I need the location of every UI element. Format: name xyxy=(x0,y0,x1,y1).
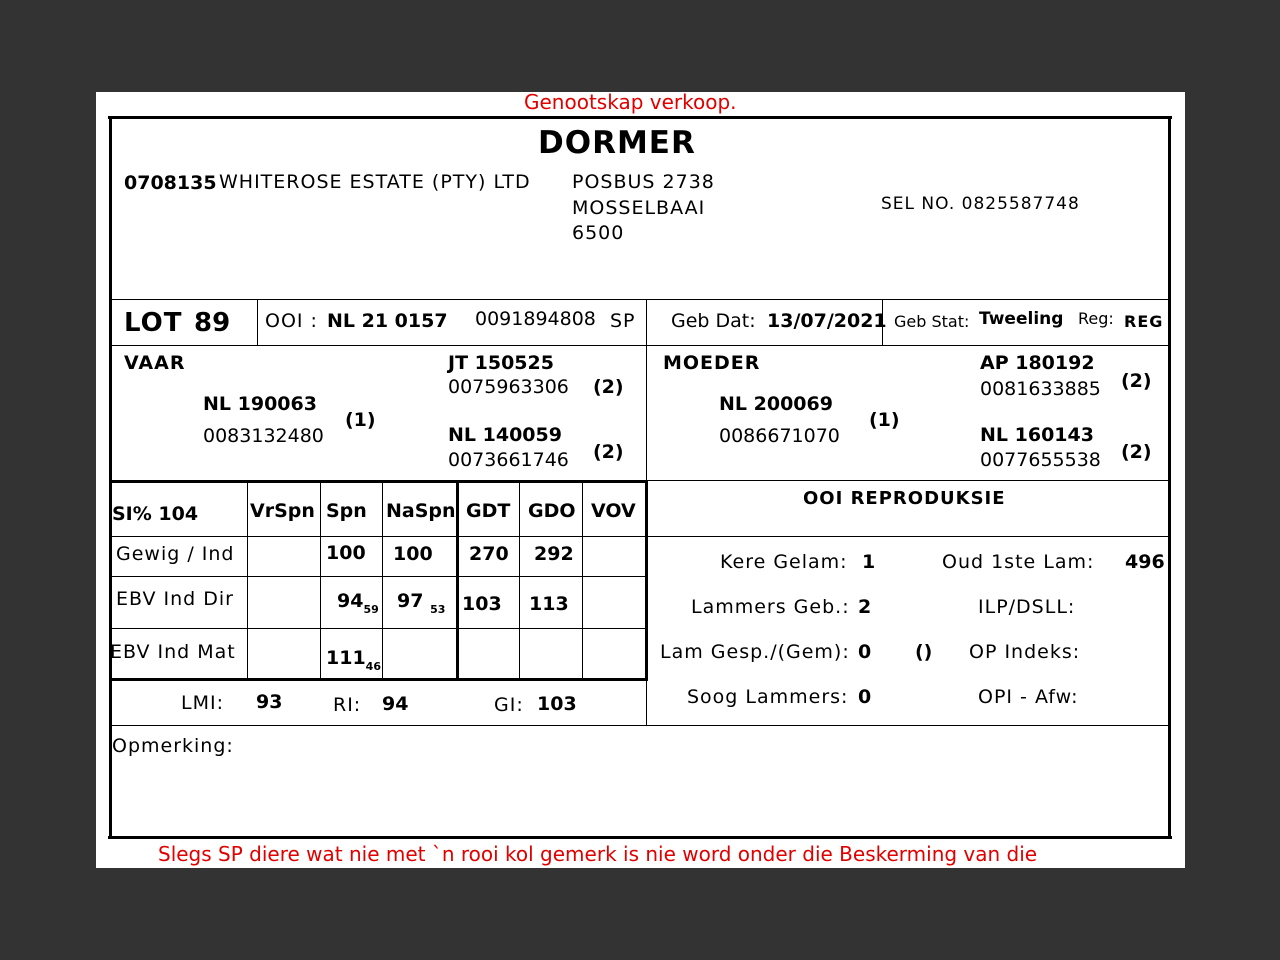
ooi-label: OOI : xyxy=(265,310,318,332)
perf-row-3 xyxy=(110,628,647,629)
divider-lot-top xyxy=(110,299,1170,300)
col-gdt: GDT xyxy=(466,500,511,522)
soog-label: Soog Lammers: xyxy=(687,686,849,708)
dam-dam-number: 0077655538 xyxy=(980,449,1101,471)
col-gdo: GDO xyxy=(528,500,576,522)
perf-col-4 xyxy=(456,480,459,679)
dam-marker: (1) xyxy=(869,409,900,431)
repro-bottom xyxy=(647,725,1170,726)
sire-label: VAAR xyxy=(124,352,186,374)
gi-value: 103 xyxy=(537,693,577,715)
birth-date: 13/07/2021 xyxy=(767,310,887,332)
owner-address-line3: 6500 xyxy=(572,222,625,244)
owner-address-line2: MOSSELBAAI xyxy=(572,197,706,219)
op-label: OP Indeks: xyxy=(969,641,1081,663)
divider-lot-2 xyxy=(646,299,647,346)
row-gewig-gdo: 292 xyxy=(534,543,574,565)
repro-title-bottom xyxy=(647,536,1170,537)
lammers-label: Lammers Geb.: xyxy=(691,596,850,618)
footer-note: Slegs SP diere wat nie met `n rooi kol gemerk is nie word onder die Beskerming van die xyxy=(158,842,1038,866)
owner-code: 0708135 xyxy=(124,172,217,194)
dam-sire-number: 0081633885 xyxy=(980,378,1101,400)
header-note: Genootskap verkoop. xyxy=(524,90,737,114)
perf-row-1 xyxy=(110,536,647,537)
reg-value: REG xyxy=(1124,312,1164,331)
divider-lot-bottom xyxy=(110,345,1170,346)
perf-col-2 xyxy=(320,480,321,679)
perf-bottom xyxy=(110,678,647,681)
row-ebvdir-gdt: 103 xyxy=(462,593,502,615)
dam-dam-marker: (2) xyxy=(1121,441,1152,463)
remarks-label: Opmerking: xyxy=(112,735,234,757)
row-gewig-naspn: 100 xyxy=(393,543,433,565)
breed-title: DORMER xyxy=(538,125,696,161)
owner-address-line1: POSBUS 2738 xyxy=(572,171,715,193)
lot-card xyxy=(96,92,1185,868)
col-vrspn: VrSpn xyxy=(250,500,315,522)
owner-cell: SEL NO. 0825587748 xyxy=(881,194,1080,214)
sire-sire-id: JT 150525 xyxy=(448,352,554,374)
birth-status: Tweeling xyxy=(979,309,1064,329)
divider-repro xyxy=(646,480,647,726)
lmi-value: 93 xyxy=(256,691,283,713)
lammers-value: 2 xyxy=(858,596,872,618)
frame-left xyxy=(109,116,112,839)
col-spn: Spn xyxy=(326,500,367,522)
index-row-bottom xyxy=(110,725,647,726)
frame-right xyxy=(1168,116,1171,839)
row-ebvdir-label: EBV Ind Dir xyxy=(116,588,234,610)
perf-col-1 xyxy=(247,480,248,679)
sire-sire-marker: (2) xyxy=(593,376,624,398)
divider-pedigree xyxy=(646,346,647,480)
owner-name: WHITEROSE ESTATE (PTY) LTD xyxy=(219,171,531,193)
dam-number: 0086671070 xyxy=(719,425,840,447)
reg-number: 0091894808 xyxy=(475,308,596,330)
ooi-id: NL 21 0157 xyxy=(327,310,448,332)
dam-label: MOEDER xyxy=(663,352,761,374)
frame-bottom xyxy=(108,836,1172,839)
perf-col-5 xyxy=(519,480,520,679)
soog-value: 0 xyxy=(858,686,872,708)
sire-dam-id: NL 140059 xyxy=(448,424,562,446)
col-vov: VOV xyxy=(591,500,636,522)
si-label: SI% 104 xyxy=(112,503,199,525)
sire-id: NL 190063 xyxy=(203,393,317,415)
frame-top xyxy=(108,116,1172,119)
perf-top xyxy=(110,480,647,483)
kere-label: Kere Gelam: xyxy=(720,551,848,573)
sire-dam-number: 0073661746 xyxy=(448,449,569,471)
col-naspn: NaSpn xyxy=(386,500,456,522)
birth-status-label: Geb Stat: xyxy=(894,312,970,331)
row-gewig-gdt: 270 xyxy=(469,543,509,565)
lmi-label: LMI: xyxy=(181,692,224,714)
oud-value: 496 xyxy=(1125,551,1165,573)
gesp-value: 0 xyxy=(858,641,872,663)
divider-lot-1 xyxy=(257,299,258,346)
row-ebvmat-spn: $111_{46}$ xyxy=(326,647,381,673)
gi-label: GI: xyxy=(494,694,524,716)
oud-label: Oud 1ste Lam: xyxy=(942,551,1095,573)
row-ebvmat-label: EBV Ind Mat xyxy=(110,641,236,663)
sire-marker: (1) xyxy=(345,409,376,431)
reg-class: SP xyxy=(610,310,636,332)
repro-title: OOI REPRODUKSIE xyxy=(803,488,1006,509)
dam-sire-marker: (2) xyxy=(1121,370,1152,392)
opi-label: OPI - Afw: xyxy=(978,686,1079,708)
perf-col-3 xyxy=(382,480,383,679)
ri-value: 94 xyxy=(382,693,409,715)
dam-id: NL 200069 xyxy=(719,393,833,415)
gesp-label: Lam Gesp./(Gem): xyxy=(660,641,850,663)
row-gewig-label: Gewig / Ind xyxy=(116,543,235,565)
dam-sire-id: AP 180192 xyxy=(980,352,1095,374)
sire-sire-number: 0075963306 xyxy=(448,376,569,398)
kere-value: 1 xyxy=(862,551,876,573)
birth-label: Geb Dat: xyxy=(671,310,756,332)
sire-number: 0083132480 xyxy=(203,425,324,447)
gesp-paren: () xyxy=(915,641,933,663)
row-gewig-spn: 100 xyxy=(326,542,366,564)
perf-col-6 xyxy=(582,480,583,679)
reg-label: Reg: xyxy=(1078,309,1114,328)
row-ebvdir-spn: $94_{59}$ xyxy=(337,590,379,616)
dam-dam-id: NL 160143 xyxy=(980,424,1094,446)
perf-row-2 xyxy=(110,576,647,577)
row-ebvdir-naspn: 97 $_{53}$ xyxy=(397,590,446,616)
sire-dam-marker: (2) xyxy=(593,441,624,463)
ilp-label: ILP/DSLL: xyxy=(978,596,1076,618)
lot-label: LOT xyxy=(124,308,183,338)
lot-number: 89 xyxy=(194,308,231,338)
ri-label: RI: xyxy=(333,694,362,716)
row-ebvdir-gdo: 113 xyxy=(529,593,569,615)
